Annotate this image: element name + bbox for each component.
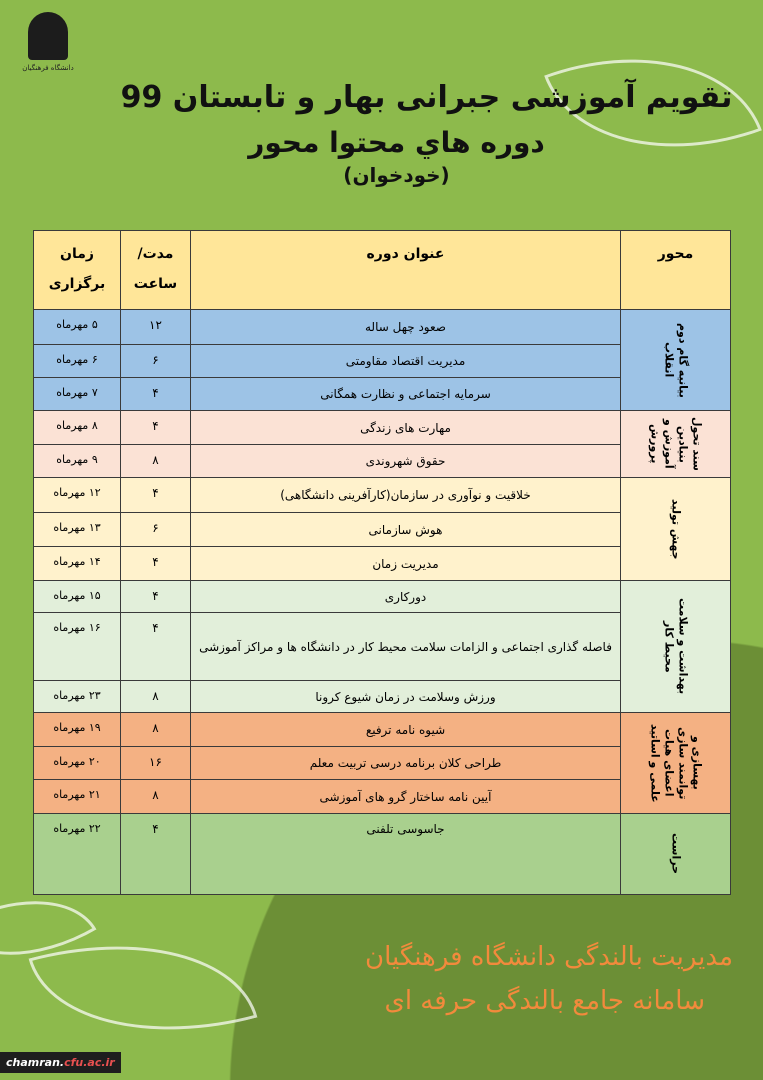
course-date: ۱۳ مهرماه xyxy=(34,513,121,547)
title-line-2: دوره هاي محتوا محور xyxy=(248,126,545,159)
course-title: مهارت های زندگی xyxy=(191,411,621,445)
course-title: دورکاری xyxy=(191,581,621,613)
course-date: ۲۱ مهرماه xyxy=(34,780,121,814)
course-date: ۲۰ مهرماه xyxy=(34,747,121,780)
course-hours: ۴ xyxy=(121,378,191,411)
axis-cell xyxy=(621,411,731,478)
axis-label: بهداشت و سلامت محیط کار xyxy=(662,598,690,695)
course-date: ۱۲ مهرماه xyxy=(34,478,121,513)
column-header-axis: محور xyxy=(621,231,731,310)
course-hours: ۸ xyxy=(121,780,191,814)
title-line-1: تقویم آموزشی جبرانی بهار و تابستان 99 xyxy=(120,80,733,115)
site-suffix: cfu.ac.ir xyxy=(64,1056,115,1069)
course-hours: ۴ xyxy=(121,411,191,445)
course-hours: ۶ xyxy=(121,345,191,378)
title-line-3: (خودخوان) xyxy=(343,163,450,187)
course-hours: ۴ xyxy=(121,478,191,513)
axis-cell xyxy=(621,814,731,895)
course-hours: ۶ xyxy=(121,513,191,547)
course-title: فاصله گذاری اجتماعی و الزامات سلامت محیط کار در دانشگاه ها و مراکز آموزشی xyxy=(191,613,621,681)
course-title: سرمایه اجتماعی و نظارت همگانی xyxy=(191,378,621,411)
column-header-title: عنوان دوره xyxy=(191,231,621,310)
university-logo xyxy=(22,12,74,82)
course-title: مدیریت زمان xyxy=(191,547,621,581)
footer-line-2: سامانه جامع بالندگی حرفه ای xyxy=(384,986,705,1016)
course-hours: ۴ xyxy=(121,814,191,895)
course-title: هوش سازمانی xyxy=(191,513,621,547)
course-title: ورزش وسلامت در زمان شیوع کرونا xyxy=(191,681,621,713)
site-prefix: chamran. xyxy=(6,1056,65,1069)
column-header-hours: مدت/ ساعت xyxy=(121,231,191,310)
website-badge[interactable] xyxy=(0,1052,121,1073)
axis-label: جهش تولید xyxy=(669,498,683,560)
course-date: ۷ مهرماه xyxy=(34,378,121,411)
table-row xyxy=(34,814,731,895)
course-title: خلاقیت و نوآوری در سازمان(کارآفرینی دانشگاهی) xyxy=(191,478,621,513)
course-date: ۲۲ مهرماه xyxy=(34,814,121,895)
axis-cell xyxy=(621,310,731,411)
table-row xyxy=(34,478,731,513)
course-title: شیوه نامه ترفیع xyxy=(191,713,621,747)
logo-icon xyxy=(28,12,68,60)
course-date: ۱۶ مهرماه xyxy=(34,613,121,681)
course-date: ۱۵ مهرماه xyxy=(34,581,121,613)
course-title: مدیریت اقتصاد مقاومتی xyxy=(191,345,621,378)
course-hours: ۸ xyxy=(121,713,191,747)
course-hours: ۴ xyxy=(121,581,191,613)
course-hours: ۸ xyxy=(121,681,191,713)
column-header-date: زمان برگزاری xyxy=(34,231,121,310)
table-row xyxy=(34,713,731,747)
course-hours: ۱۲ xyxy=(121,310,191,345)
axis-label: بیانیه گام دوم انقلاب xyxy=(662,322,690,398)
course-title: آیین نامه ساختار گرو های آموزشی xyxy=(191,780,621,814)
axis-cell xyxy=(621,713,731,814)
course-date: ۲۳ مهرماه xyxy=(34,681,121,713)
axis-cell xyxy=(621,581,731,713)
table-row xyxy=(34,581,731,613)
course-date: ۶ مهرماه xyxy=(34,345,121,378)
course-hours: ۴ xyxy=(121,547,191,581)
course-title: حقوق شهروندی xyxy=(191,445,621,478)
course-date: ۱۴ مهرماه xyxy=(34,547,121,581)
axis-label: حراست xyxy=(669,833,683,875)
axis-label: بهسازی و توانمند سازی اعضای هیات علمی و اساتید xyxy=(648,723,704,803)
course-title: طراحی کلان برنامه درسی تربیت معلم xyxy=(191,747,621,780)
table-row xyxy=(34,411,731,445)
schedule-table xyxy=(33,230,731,895)
course-title: جاسوسی تلفنی xyxy=(191,814,621,895)
course-date: ۱۹ مهرماه xyxy=(34,713,121,747)
course-date: ۹ مهرماه xyxy=(34,445,121,478)
course-title: صعود چهل ساله xyxy=(191,310,621,345)
axis-cell xyxy=(621,478,731,581)
table-row xyxy=(34,310,731,345)
course-hours: ۱۶ xyxy=(121,747,191,780)
course-date: ۵ مهرماه xyxy=(34,310,121,345)
course-hours: ۸ xyxy=(121,445,191,478)
course-date: ۸ مهرماه xyxy=(34,411,121,445)
footer-line-1: مدیریت بالندگی دانشگاه فرهنگیان xyxy=(364,942,733,972)
logo-text: دانشگاه فرهنگیان xyxy=(22,64,74,72)
course-hours: ۴ xyxy=(121,613,191,681)
axis-label: سند تحول بنیادین آموزش و پرورش xyxy=(648,417,704,471)
